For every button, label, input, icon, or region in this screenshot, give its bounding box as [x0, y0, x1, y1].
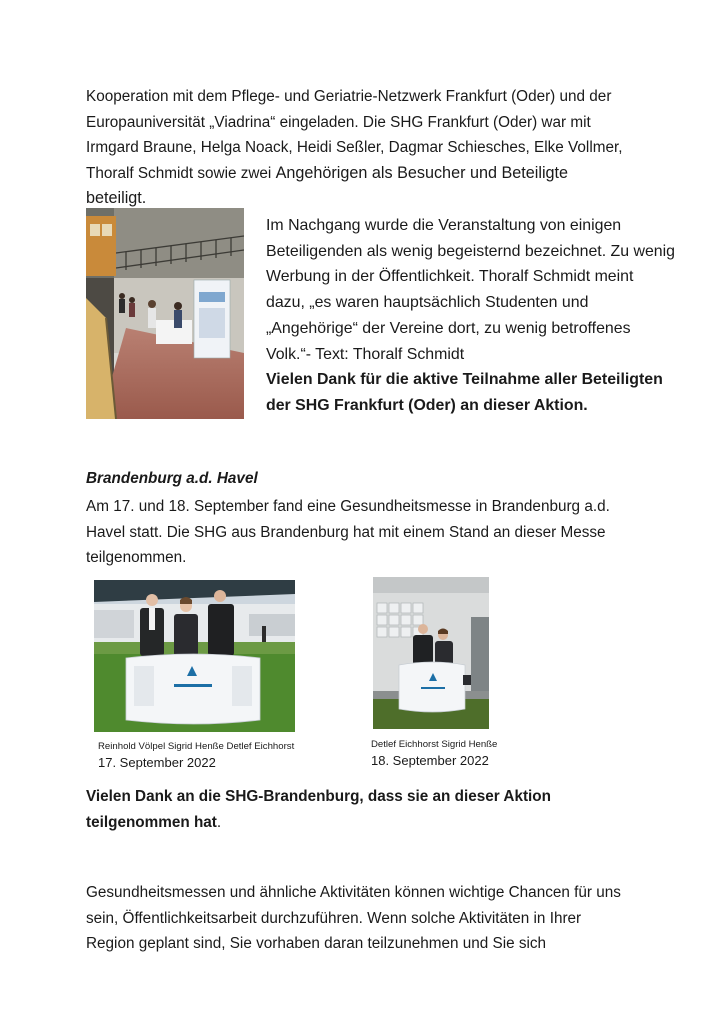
- photo-caption-date: 17. September 2022: [98, 755, 216, 770]
- hall-photo-illustration: [86, 208, 244, 419]
- text-line: Irmgard Braune, Helga Noack, Heidi Seßler, Dagmar Schiesches, Elke Vollmer,: [86, 139, 623, 156]
- frankfurt-report-text: [266, 213, 711, 419]
- text-line: Kooperation mit dem Pflege- und Geriatrie-Netzwerk Frankfurt (Oder) und der: [86, 88, 612, 105]
- frankfurt-event-photo: [86, 208, 244, 419]
- text-line: dazu, „es waren hauptsächlich Studenten und: [266, 294, 589, 312]
- text-line: teilgenommen.: [86, 549, 187, 566]
- section-heading: Brandenburg a.d. Havel: [86, 470, 258, 487]
- text-line: Im Nachgang wurde die Veranstaltung von einigen: [266, 217, 622, 234]
- photo-caption-names: Detlef Eichhorst Sigrid Henße: [371, 739, 498, 750]
- thanks-line-bold: der SHG Frankfurt (Oder) an dieser Aktion.: [266, 396, 588, 414]
- text-line: Beteiligenden als wenig begeisternd bezeichnet. Zu wenig: [266, 242, 676, 260]
- text-line: Region geplant sind, Sie vorhaben daran teilzunehmen und Sie sich: [86, 935, 547, 952]
- text-line: beteiligt.: [86, 189, 147, 207]
- thanks-line-bold: Vielen Dank für die aktive Teilnahme aller Beteiligten: [266, 371, 663, 389]
- thanks-fragment-bold: teilgenommen hat: [86, 813, 217, 831]
- brandenburg-photo-18-september: [373, 577, 489, 729]
- brandenburg-paragraph: [86, 494, 686, 571]
- intro-paragraph: [86, 84, 686, 212]
- photo-caption-date: 18. September 2022: [371, 753, 489, 768]
- text-fragment-large: Angehörigen als Besucher und Beteiligte: [275, 163, 569, 182]
- text-line-mixed: [86, 161, 686, 187]
- text-line: „Angehörige“ der Vereine dort, zu wenig betroffenes: [266, 319, 631, 337]
- thanks-line-mixed: [86, 810, 686, 836]
- text-line: Havel statt. Die SHG aus Brandenburg hat mit einem Stand an dieser Messe: [86, 523, 606, 541]
- text-line: Am 17. und 18. September fand eine Gesundheitsmesse in Brandenburg a.d.: [86, 498, 610, 515]
- text-line: Europauniversität „Viadrina“ eingeladen. Die SHG Frankfurt (Oder) war mit: [86, 113, 591, 131]
- text-line: Gesundheitsmessen und ähnliche Aktivitäten können wichtige Chancen für uns: [86, 884, 621, 901]
- photo-caption-names: Reinhold Völpel Sigrid Henße Detlef Eichhorst: [98, 741, 295, 752]
- text-line: Volk.“- Text: Thoralf Schmidt: [266, 345, 465, 363]
- thanks-line-bold: Vielen Dank an die SHG-Brandenburg, dass sie an dieser Aktion: [86, 788, 551, 805]
- text-line: sein, Öffentlichkeitsarbeit durchzuführen. Wenn solche Aktivitäten in Ihrer: [86, 909, 582, 927]
- text-line: Werbung in der Öffentlichkeit. Thoralf Schmidt meint: [266, 268, 634, 286]
- closing-paragraph: [86, 880, 686, 957]
- text-fragment: Thoralf Schmidt sowie zwei: [86, 164, 272, 182]
- indoor-stand-illustration: [373, 577, 489, 729]
- brandenburg-photo-17-september: [94, 580, 295, 732]
- thanks-fragment-period: .: [216, 813, 222, 831]
- outdoor-stand-illustration: [94, 580, 295, 732]
- brandenburg-thanks: [86, 784, 686, 835]
